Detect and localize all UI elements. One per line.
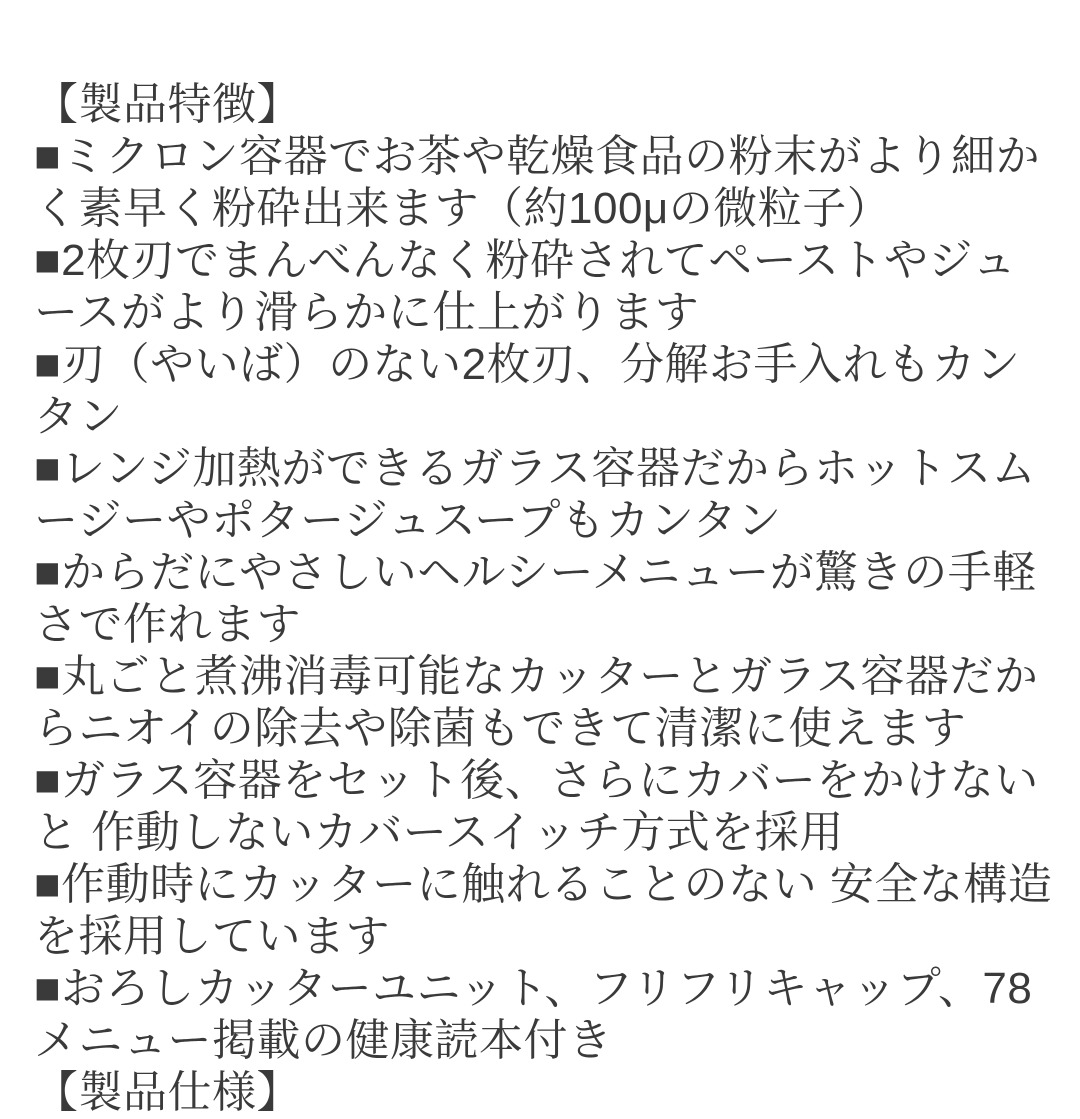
text-line: を採用しています — [34, 912, 390, 961]
text-line: ■作動時にカッターに触れることのない 安全な構造 — [34, 860, 1053, 909]
text-line: ■ミクロン容器でお茶や乾燥食品の粉末がより細か — [34, 132, 1041, 181]
text-line: さで作れます — [34, 600, 301, 649]
text-line: ースがより滑らかに仕上がります — [34, 288, 700, 337]
text-line: ■からだにやさしいヘルシーメニューが驚きの手軽 — [34, 548, 1037, 597]
text-line: ■丸ごと煮沸消毒可能なカッターとガラス容器だか — [34, 652, 1039, 701]
product-features-text — [34, 79, 1080, 1119]
text-line: く素早く粉砕出来ます（約100μの微粒子） — [34, 184, 892, 233]
text-line: ■レンジ加熱ができるガラス容器だからホットスム — [34, 444, 1037, 493]
text-line: ■刃（やいば）のない2枚刃、分解お手入れもカン — [34, 340, 1021, 389]
text-line: と 作動しないカバースイッチ方式を採用 — [34, 808, 844, 857]
text-line: ■2枚刃でまんべんなく粉砕されてペーストやジュ — [34, 236, 1017, 285]
text-line: タン — [34, 392, 123, 441]
text-line: らニオイの除去や除菌もできて清潔に使えます — [34, 704, 967, 753]
text-line: メニュー掲載の健康読本付き — [34, 1016, 613, 1065]
text-line: 【製品仕様】 — [34, 1068, 301, 1117]
text-line: 【製品特徴】 — [34, 80, 301, 129]
text-line: ■ガラス容器をセット後、さらにカバーをかけない — [34, 756, 1039, 805]
text-line: ■おろしカッターユニット、フリフリキャップ、78 — [34, 964, 1033, 1013]
text-line: ージーやポタージュスープもカンタン — [34, 496, 782, 545]
